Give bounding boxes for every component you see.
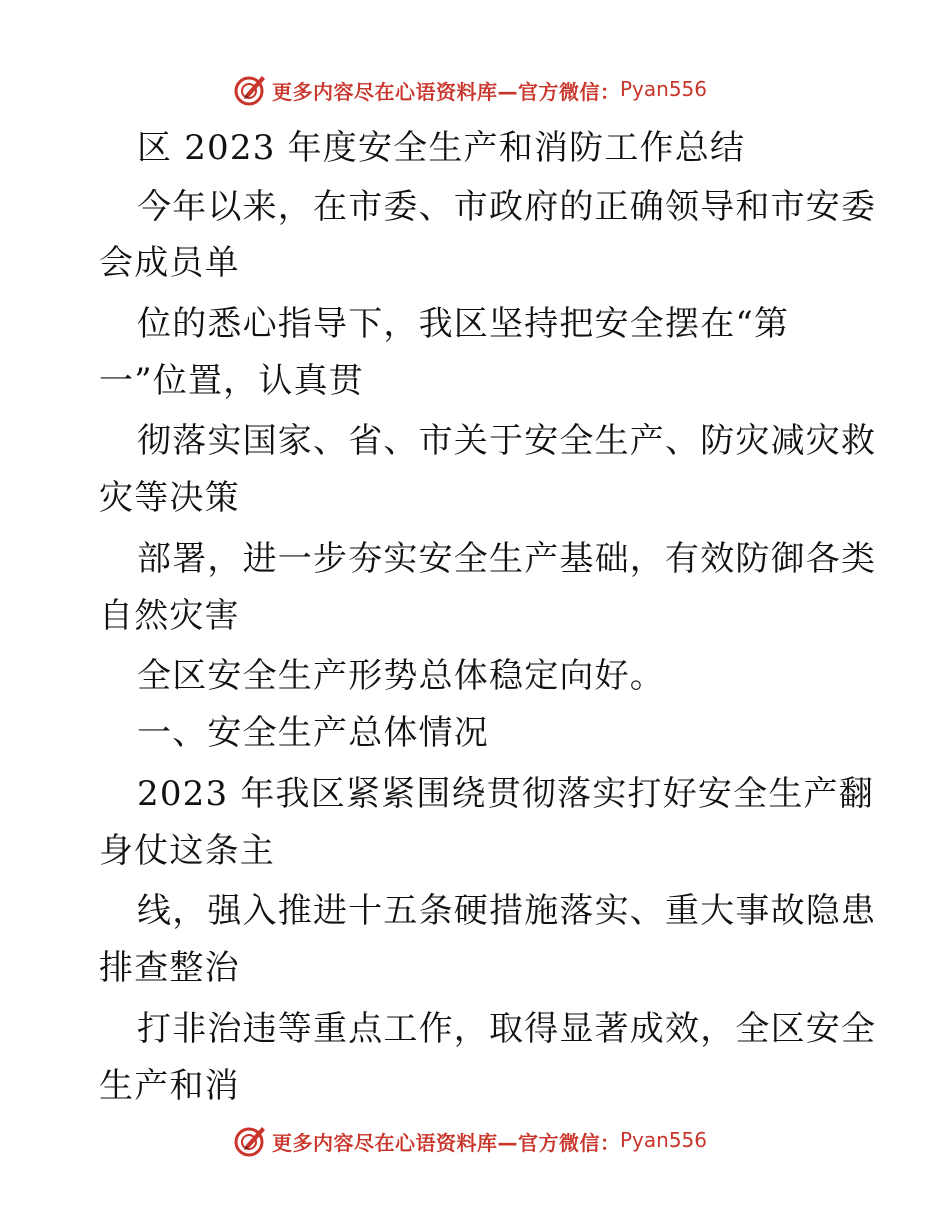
watermark-text: 更多内容尽在心语资料库—官方微信： xyxy=(272,80,621,104)
text-line: 生产和消 xyxy=(99,1066,240,1106)
text-line: 身仗这条主 xyxy=(99,831,275,871)
text-line: 灾等决策 xyxy=(99,478,240,518)
text-line: 自然灾害 xyxy=(99,596,240,636)
text-line: 今年以来，在市委、市政府的正确领导和市安委 xyxy=(137,187,877,227)
text-line: 一”位置，认真贯 xyxy=(99,361,364,401)
section-heading: 一、安全生产总体情况 xyxy=(137,713,489,753)
text-line: 线，强入推进十五条硬措施落实、重大事故隐患 xyxy=(137,891,877,931)
text-line: 打非治违等重点工作，取得显著成效，全区安全 xyxy=(137,1009,877,1049)
watermark-top xyxy=(0,70,950,110)
watermark-id: Pyan556 xyxy=(620,77,708,101)
document-title: 区 2023 年度安全生产和消防工作总结 xyxy=(137,128,746,168)
watermark-text: 更多内容尽在心语资料库—官方微信： xyxy=(272,1131,621,1155)
watermark-id: Pyan556 xyxy=(620,1128,708,1152)
text-line: 排查整治 xyxy=(99,948,240,988)
text-line: 2023 年我区紧紧围绕贯彻落实打好安全生产翻 xyxy=(137,774,874,814)
text-line: 位的悉心指导下，我区坚持把安全摆在“第 xyxy=(137,304,790,344)
text-line: 会成员单 xyxy=(99,243,240,283)
pen-logo-icon xyxy=(232,72,268,108)
pen-logo-icon xyxy=(232,1123,268,1159)
text-line: 彻落实国家、省、市关于安全生产、防灾减灾救 xyxy=(137,421,877,461)
text-line: 全区安全生产形势总体稳定向好。 xyxy=(137,656,665,696)
text-line: 部署，进一步夯实安全生产基础，有效防御各类 xyxy=(137,539,877,579)
watermark-bottom xyxy=(0,1121,950,1161)
